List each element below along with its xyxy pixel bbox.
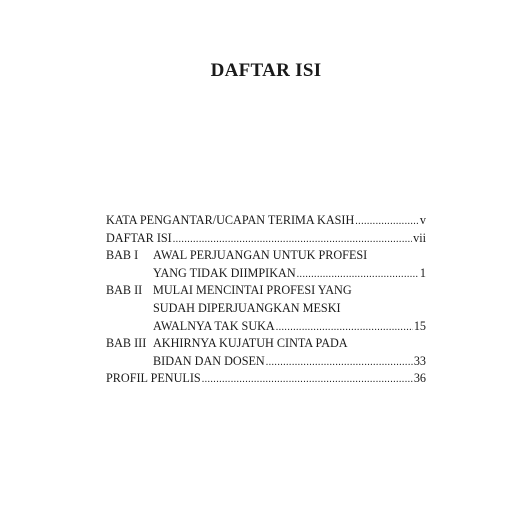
toc-entry-title: AWAL PERJUANGAN UNTUK PROFESI xyxy=(153,248,368,263)
chapter-label: BAB III xyxy=(106,336,147,351)
toc-entry-daftar-isi[interactable] xyxy=(106,230,426,248)
toc-entry-bab-3[interactable] xyxy=(106,335,426,370)
toc-page-number: 15 xyxy=(413,318,426,333)
toc-entry-title: KATA PENGANTAR/UCAPAN TERIMA KASIH xyxy=(106,213,355,227)
toc-page-number: 36 xyxy=(413,371,426,386)
toc-entry-title: DAFTAR ISI xyxy=(106,230,172,245)
toc-entry-title-continued: SUDAH DIPERJUANGKAN MESKI xyxy=(153,300,341,315)
toc-entry-title: PROFIL PENULIS xyxy=(106,371,201,386)
toc-entry-bab-2[interactable] xyxy=(106,282,426,335)
dot-leader xyxy=(276,318,413,330)
toc-entry-kata-pengantar[interactable] xyxy=(106,212,426,230)
toc-page-number: 33 xyxy=(413,353,426,368)
toc-page-number: vii xyxy=(413,230,426,245)
toc-page-number: 1 xyxy=(419,265,426,280)
toc-entry-bab-1[interactable] xyxy=(106,247,426,282)
chapter-label: BAB I xyxy=(106,248,139,263)
table-of-contents xyxy=(106,212,426,388)
dot-leader xyxy=(266,353,413,365)
dot-leader xyxy=(355,212,419,224)
dot-leader xyxy=(202,370,413,382)
toc-entry-profil-penulis[interactable] xyxy=(106,370,426,388)
toc-entry-title-continued: AWALNYA TAK SUKA xyxy=(153,318,275,333)
page-title: DAFTAR ISI xyxy=(210,60,322,81)
dot-leader xyxy=(297,265,419,277)
toc-entry-title-continued: BIDAN DAN DOSEN xyxy=(153,353,265,368)
toc-entry-title-continued: YANG TIDAK DIIMPIKAN xyxy=(153,265,296,280)
toc-entry-title: MULAI MENCINTAI PROFESI YANG xyxy=(153,283,352,298)
toc-entry-title: AKHIRNYA KUJATUH CINTA PADA xyxy=(153,336,348,351)
chapter-label: BAB II xyxy=(106,283,143,298)
toc-page-number: v xyxy=(419,213,426,227)
dot-leader xyxy=(173,230,412,242)
